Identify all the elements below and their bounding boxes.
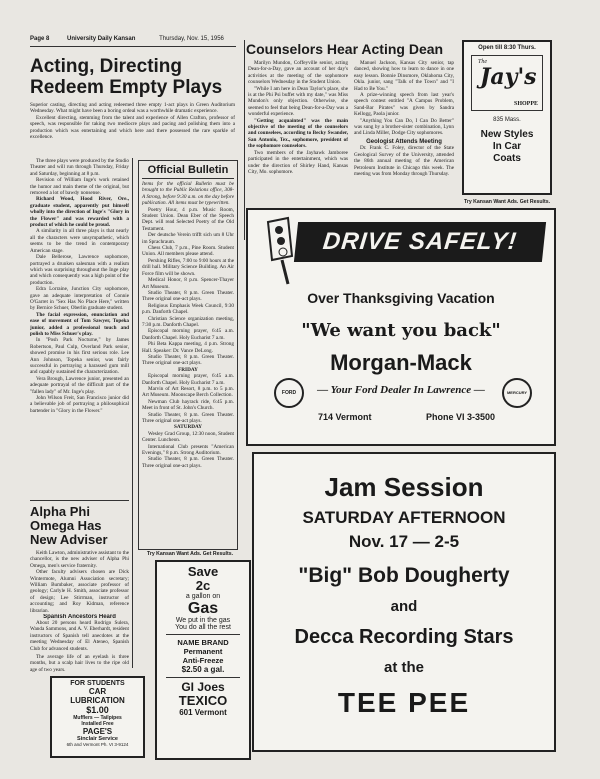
ad-jays-line1: New Styles: [480, 129, 534, 140]
story-counselors-col2: [354, 60, 454, 225]
story-counselors-p5: Manuel Jackson, Kansas City senior, tap danced, showing how to learn to dance in one easy lesson. Bonnie Dinsmore, Oklahoma City, Okla. junior, sang "Talk of the Town" and "I Had to Be You.": [354, 60, 454, 92]
ad-pages-line8: Sinclair Service: [77, 736, 118, 742]
ad-pages-sinclair: [50, 676, 145, 758]
ad-morgan-phone: Phone VI 3-3500: [426, 412, 496, 422]
bulletin-saturday-item-3: Studio Theater, 8 p.m. Green Theater. Three original one-act plays.: [142, 456, 234, 469]
issue-date: Thursday, Nov. 15, 1956: [159, 36, 224, 42]
bulletin-item-3: Chess Club, 7 p.m., Pine Room. Student Union. All members please attend.: [142, 245, 234, 258]
ad-pages-line4: $1.00: [86, 705, 109, 715]
ad-texico-line5: We put in the gas: [175, 617, 231, 624]
ad-morgan-line2: "We want you back": [301, 320, 501, 341]
story-spanish: [30, 614, 129, 674]
bulletin-saturday-item-1: Wesley Grad Group, 12:30 noon, Student Center. Luncheon.: [142, 430, 234, 444]
story-acting-p12: John Wilson Freit, San Francisco junior did a believable job of portraying a philosophical bartender in "Glory in the Flower.": [30, 395, 129, 414]
ad-jays-hours: Open till 8:30 Thurs.: [478, 45, 536, 51]
story-acting-p10: In "Posh Park Nocturne," by James Robertson, Paul Culp, Overland Park senior, showed promise in his first serious role. Lee Ann Johnson, Topeka senior, was fairly successful in portraying a harassed gum mill and capably sustained the characterization.: [30, 337, 129, 376]
story-acting-col1: [30, 158, 129, 496]
ad-pages-line2: CAR: [88, 687, 107, 696]
column-rule-1: [132, 158, 133, 668]
story-acting-p4: Revision of William Inge's work retained the humor and main theme of the original, but removed a lot of bawdy nonsense.: [30, 177, 129, 197]
bulletin-friday-item-2: Marvin of Art Resort, 8 p.m. to 5 p.m. Art Museum. Moonscape Berch Collection.: [142, 386, 234, 399]
traffic-light-icon: [258, 216, 298, 286]
ad-texico-line9: Anti-Freeze: [182, 656, 224, 665]
mercury-badge-icon: MERCURY: [502, 378, 532, 408]
page-header: [30, 36, 260, 46]
ad-teepee-line6: Decca Recording Stars: [294, 626, 514, 648]
bulletin-friday-item-4: Studio Theater, 8 p.m. Green Theater. Three original one-act plays.: [142, 411, 234, 425]
page-number: Page 8: [30, 36, 50, 42]
story-acting-p8: Edra Lorraine, Junction City sophomore, gave an adequate interpretation of Connie O'Garret in "Sex Has No Place Here," written by Bernice Schuer, Oberlin graduate student.: [30, 286, 129, 312]
ad-texico-line11: GI Joes: [181, 680, 225, 694]
ad-texico-line6: You do all the rest: [175, 624, 231, 631]
bulletin-item-8: Christian Science organization meeting, 7:30 p.m. Danforth Chapel.: [142, 315, 234, 328]
story-acting-headline: Acting, Directing Redeem Empty Plays: [30, 56, 223, 98]
story-alpha-p2: Other faculty advisers chosen are Dick Wintermote, Alumni Association secretary; William Bumbaker, associate professor of geology; Carlyle H. Smith, associate professor of design; Lee Stirrman, instructor of accounting; and Roy Kidman, reference librarian.: [30, 569, 129, 612]
ad-morgan-address: 714 Vermont: [318, 412, 372, 422]
ad-morgan-mack: [246, 208, 556, 446]
ad-texico: [155, 560, 251, 760]
ad-jays-logo: [471, 55, 543, 111]
official-bulletin-items: [142, 207, 234, 367]
story-spanish-p2: The average life of an eyelash is three months, but a scalp hair lives to the ripe old age of two years.: [30, 654, 129, 673]
official-bulletin-friday: FRIDAY: [178, 366, 198, 373]
ad-morgan-tagline: — Your Ford Dealer In Lawrence —: [317, 384, 485, 396]
ad-pages-line7: PAGE'S: [82, 727, 113, 736]
story-alpha-headline: Alpha Phi Omega Has New Adviser: [30, 504, 108, 547]
story-acting-p6: A similarity in all three plays is that nearly all the characters were unsympathetic, which seems to be the trend in contemporary American stage.: [30, 228, 129, 254]
ad-teepee-line4: "Big" Bob Dougherty: [298, 564, 510, 587]
ad-texico-line3: a gallon on: [185, 593, 221, 600]
official-bulletin: [138, 160, 238, 550]
story-alpha-p1: Keith Lawton, administrative assistant to the chancellor, is the new adviser of Alpha Phi Omega, men's service fraternity.: [30, 550, 129, 569]
ad-tee-pee: [252, 452, 556, 752]
ad-texico-line7: NAME BRAND: [177, 638, 229, 647]
ad-teepee-line1: Jam Session: [324, 472, 484, 502]
paper-name: University Daily Kansan: [67, 36, 136, 42]
ad-jays-line3: Coats: [493, 153, 521, 164]
bulletin-item-1: Poetry Hour, 4 p.m. Music Room, Student Union. Dean Eber of the Speech Dept. will read Selected Poetry of the Old Testament.: [142, 206, 234, 232]
ford-badge-icon: FORD: [274, 378, 304, 408]
bulletin-item-6: Studio Theater, 8 p.m. Green Theater. Three original one-act plays.: [142, 289, 234, 303]
official-bulletin-saturday-items: [142, 431, 234, 469]
bulletin-item-2: Der deutsche Verein trifft sich um 8 Uhr im Sprachraum.: [142, 232, 234, 245]
story-counselors-p3: "Getting acquainted" was the main objective of the meeting of the counselors and counselees, according to Becky Swander, San Antonio, Tex., sophomore, president of the sophomore counselors.: [248, 117, 348, 150]
ad-morgan-name: Morgan-Mack: [330, 350, 472, 375]
ad-texico-line13: 601 Vermont: [179, 708, 227, 717]
ad-texico-line4: Gas: [187, 600, 219, 617]
official-bulletin-saturday: SATURDAY: [174, 424, 202, 431]
story-counselors-headline: Counselors Hear Acting Dean: [246, 42, 444, 57]
bulletin-item-9: Episcopal morning prayer, 6:45 a.m. Danforth Chapel. Holy Eucharist 7 a.m.: [142, 328, 234, 341]
bulletin-item-11: Studio Theater, 8 p.m. Green Theater. Three original one-act plays.: [142, 353, 234, 367]
drive-safely-text: DRIVE SAFELY!: [321, 228, 519, 255]
bulletin-item-5: Medical Honor, 8 p.m. Spencer-Thayer Art Museum.: [142, 277, 234, 290]
story-acting-p7: Dale Bellerose, Lawrence sophomore, portrayed a drunken salesman with a realism which was surprising throughout the Inge play and which consequently was a high point of the production.: [30, 254, 129, 286]
bulletin-item-4: Pershing Rifles, 7:00 to 9:00 hours at the drill hall. Military Science Building. An Air Force film will be shown.: [142, 257, 234, 277]
bulletin-saturday-item-2: International Club presents "American Evenings," 8 p.m. Strong Auditorium.: [142, 443, 234, 457]
story-acting-p2: Excellent directing, stemming from the talent and experience of Allen Crafton, professor of speech, was responsible for taking two mediocre plays and pacing and polishing them into a production which was entertaining and which here and there possessed the rare sparkle of excellence.: [30, 114, 235, 141]
ad-jays-logo-top: The: [478, 59, 487, 65]
header-rule: [30, 46, 236, 47]
ad-pages-line3: LUBRICATION: [70, 696, 125, 705]
story-spanish-headline: Spanish Ancestors Heard: [43, 614, 116, 620]
ad-jays-line2: In Car: [492, 141, 522, 152]
story-counselors-col1: [248, 60, 348, 225]
ad-texico-line10: $2.50 a gal.: [181, 665, 225, 674]
story-counselors-p6: A prize-winning speech from last year's speech contest entitled "A Campus Problem, Sand-Bar Pirates" was given by Sandra Kellogg, Paola junior.: [354, 92, 454, 118]
classified-tagline-2: Try Kansan Want Ads. Get Results.: [463, 199, 551, 205]
ad-morgan-line1: Over Thanksgiving Vacation: [307, 290, 495, 306]
ad-texico-line8: Permanent: [183, 647, 223, 656]
ad-texico-line2: 2c: [195, 578, 211, 593]
ad-teepee-line5: and: [390, 598, 418, 615]
story-counselors-p1: Marilyn Mundon, Coffeyville senior, acting Dean-for-a-Day, gave an account of her day's activities at the meeting of the sophomore counselors Wednesday in the Student Union.: [248, 60, 348, 86]
ad-jays-logo-bottom: SHOPPE: [513, 101, 538, 107]
story-alpha: [30, 500, 129, 612]
ad-jays-address: 835 Mass.: [493, 117, 521, 123]
ad-jays-logo-main: Jay's: [480, 64, 537, 90]
ad-teepee-line3: Nov. 17 — 2-5: [348, 532, 460, 551]
story-acting-p5: Richard Wood, Hood River, Ore., graduate student, apparently put himself wholly into the direction of Inge's "Glory in the Flower" and was rewarded with a product of which he could be proud.: [30, 196, 129, 229]
bulletin-item-10: Phi Beta Kappa meeting, 4 p.m. Strong Hall. Speaker: Dr. Vance DeLong.: [142, 341, 234, 354]
story-acting-p3: The three plays were produced by the Studio Theater and will run through Thursday, Friday and Saturday, beginning at 8 p.m.: [30, 158, 129, 177]
ad-pages-line6: Installed Free: [81, 721, 114, 727]
official-bulletin-friday-items: [142, 373, 234, 424]
official-bulletin-title: Official Bulletin: [142, 164, 234, 179]
ad-pages-line9: 6th and Vermont Ph. VI 3-9124: [66, 742, 129, 747]
bulletin-friday-item-3: Newman Club hayrack ride, 6:45 p.m. Meet in front of St. John's Church.: [142, 398, 234, 412]
ad-pages-line1: FOR STUDENTS: [70, 680, 125, 687]
story-acting-p9: The facial expression, enunciation and ease of movement of Tom Sawyer, Topeka junior, added a professional touch and polish to Miss Schuer's play.: [30, 311, 129, 337]
ad-jays-shoppe: [462, 40, 552, 195]
story-counselors-p7: "Anything You Can Do, I Can Do Better" was sung by a brother-sister combination, Lynn and Linda Miller, Dodge City sophomores.: [354, 117, 454, 137]
story-counselors-p8: Dr. Frank C. Foley, director of the State Geological Survey of the University, attended the 86th annual meeting of the American Petroleum Institute in Chicago this week. The meeting was from Monday through Thursday.: [354, 145, 454, 177]
story-counselors-p2: "While I am here in Dean Taylor's place, she is at the Phi Psi buffet with my date," was Miss Mundon's only objection. Otherwise, she seemed to feel that being Dean-for-a-Day was a wonderful experience.: [248, 85, 348, 118]
ad-teepee-line2: SATURDAY AFTERNOON: [302, 508, 506, 527]
bulletin-friday-item-1: Episcopal morning prayer, 6:45 a.m. Danforth Chapel. Holy Eucharist 7 a.m.: [142, 373, 234, 386]
story-acting-p1: Superior casting, directing and acting redeemed three empty 1-act plays in Green Auditorium Wednesday. What might have been a boring ordeal was a worthwhile dramatic experience.: [30, 102, 235, 115]
official-bulletin-intro: Items for the official Bulletin must be brought to the Public Relations office, 308-A Strong, before 9:30 a.m. on the day before publication. All items must be typewritten.: [142, 181, 234, 207]
story-spanish-p1: About 20 persons heard Rodrigo Sulera, Wanda Sammons, and A. V. Eberhardt, resident instructors of Spanish tell anecdotes at the meeting Wednesday of El Ateneo, Spanish Club for advanced students.: [30, 620, 129, 652]
ad-texico-line1: Save: [187, 564, 219, 579]
ad-texico-line12: TEXICO: [178, 693, 228, 708]
story-counselors-subhead: Geologist Attends Meeting: [366, 138, 442, 145]
classified-tagline-1: Try Kansan Want Ads. Get Results.: [146, 551, 234, 557]
ad-teepee-line7: at the: [383, 659, 424, 676]
column-rule-2: [244, 40, 245, 240]
ad-pages-line5: Mufflers — Tailpipes: [73, 715, 122, 721]
bulletin-item-7: Religious Emphasis Week Council, 9:30 p.m. Danforth Chapel.: [142, 302, 234, 316]
story-counselors-p4: Two members of the Jayhawk Jamboree participated in the entertainment, which was under the direction of Shirley Hand, Kansas City, Mo. sophomore.: [248, 149, 348, 175]
drive-safely-banner: [294, 222, 546, 262]
ad-teepee-line8: TEE PEE: [337, 687, 471, 718]
story-acting-p11: Vera Brough, Lawrence junior, presented an adequate portrayal of the difficult part of the "fallen lady" of Mr. Inge's play.: [30, 375, 129, 395]
